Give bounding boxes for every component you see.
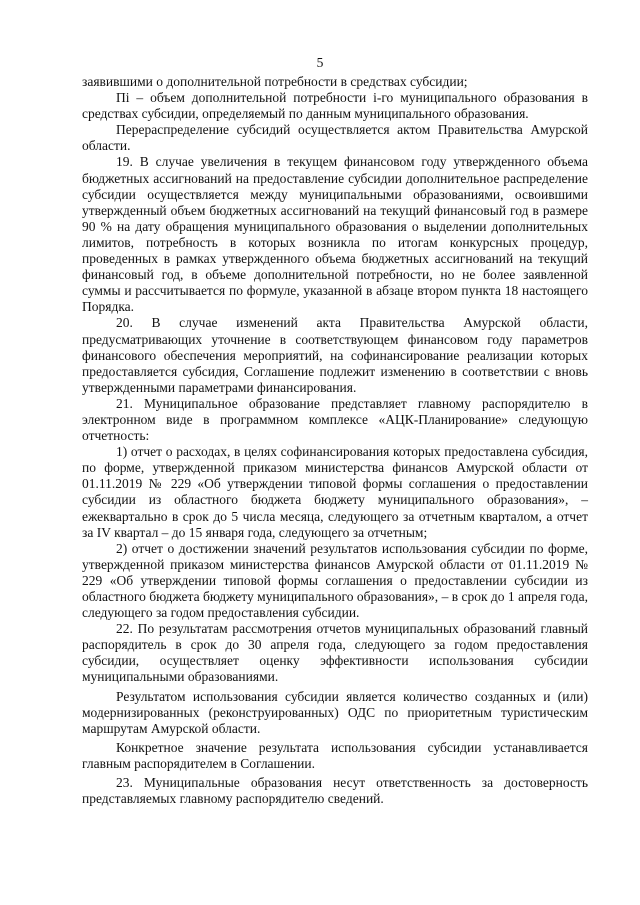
paragraph-23: 23. Муниципальные образования несут ответственность за достоверность представляемых главному распорядителю сведений. <box>82 775 588 807</box>
page-number: 5 <box>316 55 324 70</box>
paragraph-20: 20. В случае изменений акта Правительства Амурской области, предусматривающих уточнение в соответствующем финансовом году параметров финансового обеспечения мероприятий, на софинансирование реализации которых предоставляется субсидия, Соглашение подлежит изменению в соответствии с вновь утвержденными параметрами финансирования. <box>82 315 588 395</box>
paragraph-22: 22. По результатам рассмотрения отчетов муниципальных образований главный распорядитель в срок до 30 апреля года, следующего за годом предоставления субсидии, осуществляет оценку эффективности использования субсидии муниципальными образованиями. <box>82 621 588 685</box>
paragraph-continuation: заявившими о дополнительной потребности в средствах субсидии; <box>82 74 468 89</box>
paragraph-21: 21. Муниципальное образование представляет главному распорядителю в электронном виде в программном комплексе «АЦК-Планирование» следующую отчетность: <box>82 395 588 444</box>
paragraph-result: Результатом использования субсидии является количество созданных и (или) модернизированных (реконструированных) ОДС по приоритетным туристическим маршрутам Амурской области. <box>82 688 588 736</box>
paragraph-redistribution: Перераспределение субсидий осуществляется актом Правительства Амурской области. <box>82 122 588 154</box>
paragraph-21-item-1: 1) отчет о расходах, в целях софинансирования которых предоставлена субсидия, по форме, утвержденной приказом министерства финансов Амурской области от 01.11.2019 № 229 «Об утверждении типовой формы соглашения о предоставлении субсидии из областного бюджета бюджету муниципального образования», – ежеквартально в срок до 5 числа месяца, следующего за отчетным кварталом, а отчет за IV квартал – до 15 января года, следующего за отчетным; <box>82 444 588 540</box>
document-body <box>82 74 588 807</box>
paragraph-definition-pi: Пi – объем дополнительной потребности i-го муниципального образования в средствах субсидии, определяемый по данным муниципального образования. <box>82 90 588 122</box>
paragraph-21-item-2: 2) отчет о достижении значений результатов использования субсидии по форме, утвержденной приказом министерства финансов Амурской области от 01.11.2019 № 229 «Об утверждении типовой формы соглашения о предоставлении субсидии из областного бюджета бюджету муниципального образования», – в срок до 1 апреля года, следующего за годом предоставления субсидии. <box>82 540 588 621</box>
paragraph-result-value: Конкретное значение результата использования субсидии устанавливается главным распорядителем в Соглашении. <box>82 739 588 771</box>
paragraph-19: 19. В случае увеличения в текущем финансовом году утвержденного объема бюджетных ассигнований на предоставление субсидии дополнительное распределение субсидии осуществляется между муниципальными образованиями, освоившими утвержденный объем бюджетных ассигнований на текущий финансовый год в размере 90 % на дату обращения муниципального образования о выделении дополнительных лимитов, потребность в которых возникла по итогам конкурсных процедур, проведенных в рамках утвержденного объема бюджетных ассигнований на текущий финансовый год, в объеме дополнительной потребности, но не более заявленной суммы и рассчитывается по формуле, указанной в абзаце втором пункта 18 настоящего Порядка. <box>82 154 588 315</box>
